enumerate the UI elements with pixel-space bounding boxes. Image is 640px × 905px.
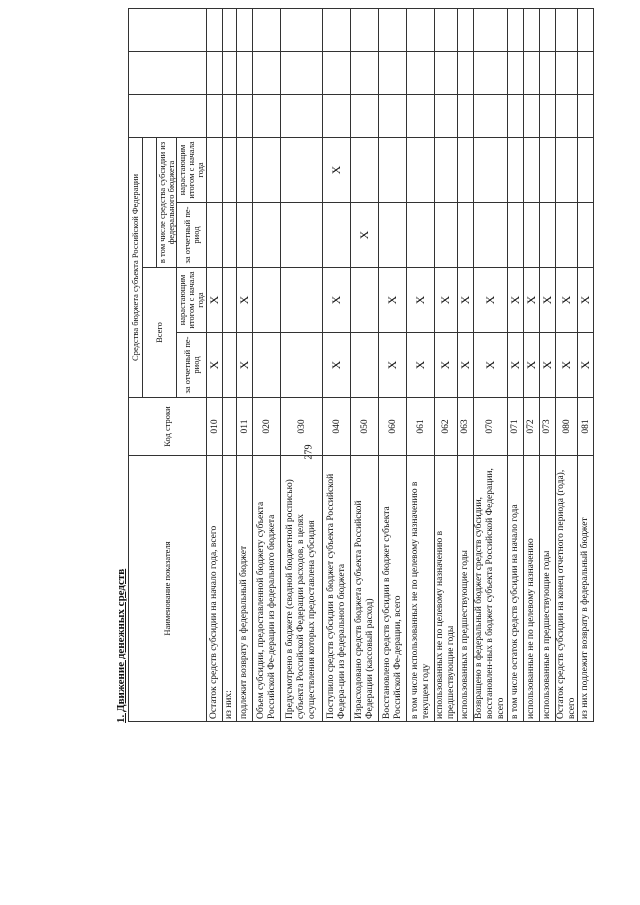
row-value-c3: [379, 203, 407, 268]
row-empty: [323, 8, 351, 51]
row-empty: [457, 8, 473, 51]
table-row: [539, 8, 555, 721]
row-value-c1: X: [457, 333, 473, 398]
row-code: 070: [473, 398, 507, 456]
row-value-c2: X: [207, 268, 223, 333]
row-value-c3: [473, 203, 507, 268]
row-empty: [237, 51, 253, 94]
row-value-c1: X: [435, 333, 458, 398]
row-code: 011: [237, 398, 253, 456]
table-row: [578, 8, 594, 721]
row-value-c4: [351, 137, 379, 202]
table-row: [507, 8, 523, 721]
row-value-c3: [578, 203, 594, 268]
row-value-c3: [523, 203, 539, 268]
row-empty: [207, 8, 223, 51]
row-name: использованных не по целевому назначению в предшествующие годы: [435, 456, 458, 722]
row-name: из них подлежит возврату в федеральный бюджет: [578, 456, 594, 722]
table-row: [457, 8, 473, 721]
row-value-c2: X: [237, 268, 253, 333]
row-name: использованные в предшествующие годы: [539, 456, 555, 722]
row-code: 072: [523, 398, 539, 456]
row-value-c3: [323, 203, 351, 268]
table-row: [223, 8, 237, 721]
header-empty-2: [129, 51, 207, 94]
row-value-c3: X: [351, 203, 379, 268]
header-code: Код строки: [129, 398, 207, 456]
row-code: 061: [407, 398, 435, 456]
row-value-c1: X: [379, 333, 407, 398]
row-value-c3: [223, 203, 237, 268]
section-title: 1. Движение денежных средств: [115, 568, 127, 723]
row-name: Остаток средств субсидии на конец отчетного периода (года), всего: [555, 456, 578, 722]
table-row: [323, 8, 351, 721]
row-value-c4: [407, 137, 435, 202]
row-empty: [407, 94, 435, 137]
row-value-c4: [555, 137, 578, 202]
row-value-c1: X: [507, 333, 523, 398]
row-empty: [237, 8, 253, 51]
row-value-c1: [351, 333, 379, 398]
row-value-c2: X: [323, 268, 351, 333]
row-value-c3: [435, 203, 458, 268]
row-name: Остаток средств субсидии на начало года, всего: [207, 456, 223, 722]
row-value-c2: X: [473, 268, 507, 333]
header-total: Всего: [143, 268, 177, 398]
row-empty: [207, 51, 223, 94]
row-value-c3: [457, 203, 473, 268]
row-empty: [473, 94, 507, 137]
row-value-c1: [253, 333, 281, 398]
row-empty: [539, 94, 555, 137]
row-name: использованные не по целевому назначению: [523, 456, 539, 722]
table-row: [253, 8, 281, 721]
row-value-c3: [539, 203, 555, 268]
row-value-c2: X: [555, 268, 578, 333]
row-code: 063: [457, 398, 473, 456]
row-name: из них:: [223, 456, 237, 722]
row-name: Объем субсидии, предоставленной бюджету субъекта Российской Фе-дерации из федерального бюджета: [253, 456, 281, 722]
table-row: [281, 8, 323, 721]
table-row: [555, 8, 578, 721]
table-row: [435, 8, 458, 721]
row-empty: [253, 51, 281, 94]
row-value-c2: X: [539, 268, 555, 333]
row-value-c4: [435, 137, 458, 202]
row-value-c1: X: [237, 333, 253, 398]
row-name: Предусмотрено в бюджете (сводной бюджетной росписью) субъекта Российской Федерации расходов, в целях осуществления которых предоставлена субсидия: [281, 456, 323, 722]
row-value-c1: X: [578, 333, 594, 398]
row-name: подлежит возврату в федеральный бюджет: [237, 456, 253, 722]
row-empty: [457, 51, 473, 94]
row-empty: [555, 94, 578, 137]
row-value-c2: X: [578, 268, 594, 333]
row-value-c4: [473, 137, 507, 202]
row-value-c4: [223, 137, 237, 202]
page-number: 279: [303, 444, 315, 460]
row-value-c4: [253, 137, 281, 202]
row-value-c2: [351, 268, 379, 333]
row-empty: [223, 94, 237, 137]
row-empty: [457, 94, 473, 137]
row-code: 040: [323, 398, 351, 456]
row-empty: [407, 8, 435, 51]
row-empty: [323, 51, 351, 94]
row-empty: [407, 51, 435, 94]
row-value-c1: X: [523, 333, 539, 398]
row-value-c2: X: [457, 268, 473, 333]
row-value-c2: X: [507, 268, 523, 333]
row-value-c4: [281, 137, 323, 202]
row-value-c3: [281, 203, 323, 268]
row-value-c1: X: [539, 333, 555, 398]
table-body: [207, 8, 594, 721]
row-value-c4: [207, 137, 223, 202]
row-value-c2: X: [379, 268, 407, 333]
row-empty: [523, 8, 539, 51]
row-empty: [281, 51, 323, 94]
row-empty: [539, 51, 555, 94]
row-empty: [253, 94, 281, 137]
row-value-c2: [281, 268, 323, 333]
header-period-federal: за отчетный пе-риод: [177, 203, 207, 268]
row-value-c1: [223, 333, 237, 398]
row-empty: [379, 94, 407, 137]
table-row: [473, 8, 507, 721]
row-value-c3: [237, 203, 253, 268]
row-value-c2: [253, 268, 281, 333]
table-row: [523, 8, 539, 721]
row-value-c1: X: [555, 333, 578, 398]
row-value-c1: X: [407, 333, 435, 398]
table-row: [237, 8, 253, 721]
row-empty: [351, 8, 379, 51]
row-value-c4: [578, 137, 594, 202]
row-value-c2: X: [407, 268, 435, 333]
row-empty: [523, 94, 539, 137]
row-name: в том числе использованных не по целевому назначению в текущем году: [407, 456, 435, 722]
row-code: 060: [379, 398, 407, 456]
header-federal-line: [143, 137, 157, 267]
row-empty: [555, 8, 578, 51]
row-value-c4: X: [323, 137, 351, 202]
row-name: использованных в предшествующие годы: [457, 456, 473, 722]
row-value-c3: [207, 203, 223, 268]
row-empty: [223, 51, 237, 94]
row-code: 020: [253, 398, 281, 456]
row-name: Возвращено в федеральный бюджет средств субсидии, восстановлен-ных в бюджет субъекта Российской Федерации, всего: [473, 456, 507, 722]
row-value-c4: [379, 137, 407, 202]
row-empty: [578, 8, 594, 51]
row-empty: [351, 94, 379, 137]
row-empty: [435, 51, 458, 94]
table-row: [407, 8, 435, 721]
row-empty: [379, 51, 407, 94]
row-code: [223, 398, 237, 456]
header-name: Наименование показателя: [129, 456, 207, 722]
row-empty: [435, 94, 458, 137]
row-empty: [555, 51, 578, 94]
header-cumulative-total: нарастающим итогом с начала года: [177, 268, 207, 333]
row-code: 062: [435, 398, 458, 456]
row-empty: [578, 94, 594, 137]
row-empty: [223, 8, 237, 51]
row-name: Израсходовано средств бюджета субъекта Российской Федерации (кассовый расход): [351, 456, 379, 722]
row-empty: [435, 8, 458, 51]
row-empty: [253, 8, 281, 51]
row-value-c1: X: [473, 333, 507, 398]
row-empty: [323, 94, 351, 137]
row-value-c4: [539, 137, 555, 202]
row-value-c4: [457, 137, 473, 202]
table-row: [351, 8, 379, 721]
row-name: Поступило средств субсидии в бюджет субъекта Российской Федера-ции из федерального бюджета: [323, 456, 351, 722]
row-code: 081: [578, 398, 594, 456]
row-empty: [578, 51, 594, 94]
row-empty: [523, 51, 539, 94]
row-value-c2: X: [523, 268, 539, 333]
row-value-c3: [253, 203, 281, 268]
header-period-total: за отчетный пе-риод: [177, 333, 207, 398]
table-row: [207, 8, 223, 721]
row-code: 073: [539, 398, 555, 456]
row-empty: [379, 8, 407, 51]
row-empty: [281, 8, 323, 51]
row-value-c2: X: [435, 268, 458, 333]
row-value-c4: [237, 137, 253, 202]
row-value-c4: [507, 137, 523, 202]
row-code: 030: [281, 398, 323, 456]
row-name: Восстановлено средств субсидии в бюджет субъекта Российской Фе-дерации, всего: [379, 456, 407, 722]
row-value-c1: [281, 333, 323, 398]
cash-flow-table: [128, 8, 594, 722]
row-value-c3: [507, 203, 523, 268]
row-code: 080: [555, 398, 578, 456]
row-empty: [507, 94, 523, 137]
row-empty: [281, 94, 323, 137]
row-empty: [351, 51, 379, 94]
row-value-c1: X: [323, 333, 351, 398]
header-empty-1: [129, 94, 207, 137]
row-empty: [473, 8, 507, 51]
row-value-c3: [555, 203, 578, 268]
row-empty: [539, 8, 555, 51]
row-value-c2: [223, 268, 237, 333]
header-group-main: Средства бюджета субъекта Российской Федерации: [129, 137, 143, 397]
header-cumulative-federal: нарастающим итогом с начала года: [177, 137, 207, 202]
row-code: 050: [351, 398, 379, 456]
row-value-c4: [523, 137, 539, 202]
header-empty-3: [129, 8, 207, 51]
row-value-c3: [407, 203, 435, 268]
table-row: [379, 8, 407, 721]
row-code: 010: [207, 398, 223, 456]
row-empty: [207, 94, 223, 137]
row-name: в том числе остаток средств субсидии на начало года: [507, 456, 523, 722]
row-empty: [237, 94, 253, 137]
row-empty: [473, 51, 507, 94]
row-empty: [507, 8, 523, 51]
row-value-c1: X: [207, 333, 223, 398]
row-code: 071: [507, 398, 523, 456]
row-empty: [507, 51, 523, 94]
header-federal: в том числе средства субсидии из федерального бюджета: [157, 137, 177, 267]
